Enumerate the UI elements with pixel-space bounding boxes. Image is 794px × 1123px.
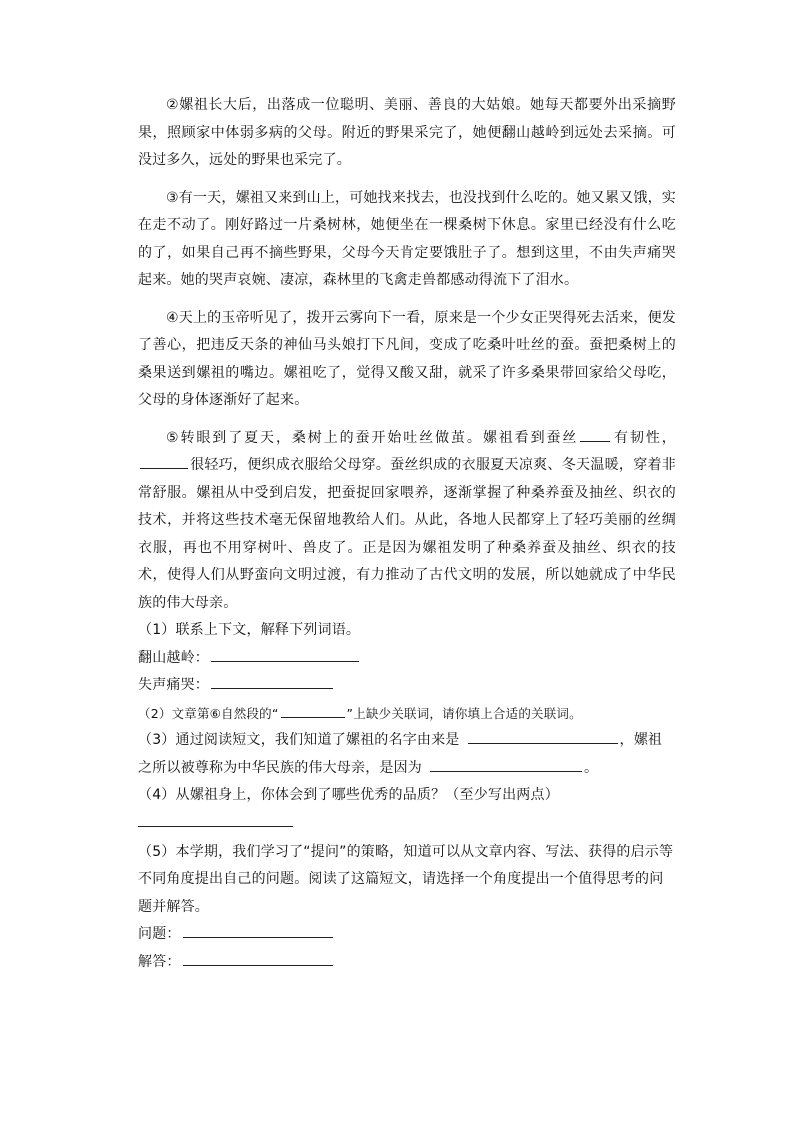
question-1-word-1 [138,645,676,673]
word-label-1: 翻山越岭： [138,649,209,666]
answer-blank-q2[interactable] [281,703,345,718]
connective-blank-1[interactable] [580,427,610,442]
paragraph-2: ②嫘祖长大后，出落成一位聪明、美丽、善良的大姑娘。她每天都要外出采摘野果，照顾家中体弱多病的父母。附近的野果采完了，她便翻山越岭到远处去采摘。可没过多久，远处的野果也采完了。 [138,97,676,168]
paragraph-3: ③有一天，嫘祖又来到山上，可她找来找去，也没找到什么吃的。她又累又饿，实在走不动了。刚好路过一片桑树林，她便坐在一棵桑树下休息。家里已经没有什么吃的了，如果自己再不摘些野果，父母今天肯定要饿肚子了。想到这里，不由失声痛哭起来。她的哭声哀婉、凄凉，森林里的飞禽走兽都感动得流下了泪水。 [138,189,676,288]
answer-blank-word-2[interactable] [211,674,333,689]
question-5-answer-row [138,949,676,977]
connective-blank-2[interactable] [140,454,188,469]
question-3 [138,727,676,782]
question-5-question-label: 问题： [138,926,181,942]
paragraph-5 [138,425,676,618]
question-5-answer-label: 解答： [138,953,181,970]
question-1-word-2 [138,672,676,700]
paragraph-4: ④天上的玉帝听见了，拨开云雾向下一看，原来是一个少女正哭得死去活来，便发了善心，把违反天条的神仙马头娘打下凡间，变成了吃桑叶吐丝的蚕。蚕把桑树上的桑果送到嫘祖的嘴边。嫘祖吃了，觉得又酸又甜，就采了许多桑果带回家给父母吃，父母的身体逐渐好了起来。 [138,309,676,408]
answer-blank-q3-2[interactable] [430,757,582,772]
question-2-text-a: （2）文章第⑥自然段的“ [138,705,279,721]
answer-blank-q3-1[interactable] [468,729,618,744]
question-5-question-row [138,921,676,949]
answer-blank-word-1[interactable] [211,647,359,662]
answer-line-q4[interactable] [138,820,293,827]
question-1: （1）联系上下文，解释下列词语。 [138,622,361,638]
question-3-text-a: （3）通过阅读短文，我们知道了嫘祖的名字由来是 [138,732,460,748]
question-2-text-b: ”上缺少关联词，请你填上合适的关联词。 [346,705,582,721]
question-5: （5）本学期，我们学习了“提问”的策略，知道可以从文章内容、写法、获得的启示等不同角度提出自己的问题。阅读了这篇短文，请选择一个角度提出一个值得思考的问题并解答。 [138,843,674,915]
question-3-text-c: 。 [584,759,599,776]
paragraph-5-part3: 很轻巧，便织成衣服给父母穿。蚕丝织成的衣服夏天凉爽、冬天温暖，穿着非常舒服。嫘祖从中受到启发，把蚕捉回家喂养，逐渐掌握了种桑养蚕及抽丝、织衣的技术，并将这些技术毫无保留地教给人们。从此，各地人民都穿上了轻巧美丽的丝绸衣服，再也不用穿树叶、兽皮了。正是因为嫘祖发明了种桑养蚕及抽丝、织衣的技术，使得人们从野蛮向文明过渡，有力推动了古代文明的发展，所以她就成了中华民族的伟大母亲。 [138,457,676,611]
paragraph-5-part2: 有韧性， [612,429,676,446]
word-label-2: 失声痛哭： [138,677,209,693]
answer-blank-q5-question[interactable] [183,923,333,938]
answer-blank-q5-answer[interactable] [183,951,333,966]
question-4: （4）从嫘祖身上，你体会到了哪些优秀的品质？（至少写出两点） [138,787,559,803]
reading-passage [138,92,676,976]
question-2 [138,700,676,728]
question-3-text-b: ，嫘祖之所以被尊称为中华民族的伟大母亲，是因为 [138,732,663,776]
paragraph-5-part1: ⑤转眼到了夏天，桑树上的蚕开始吐丝做茧。嫘祖看到蚕丝 [166,429,579,446]
